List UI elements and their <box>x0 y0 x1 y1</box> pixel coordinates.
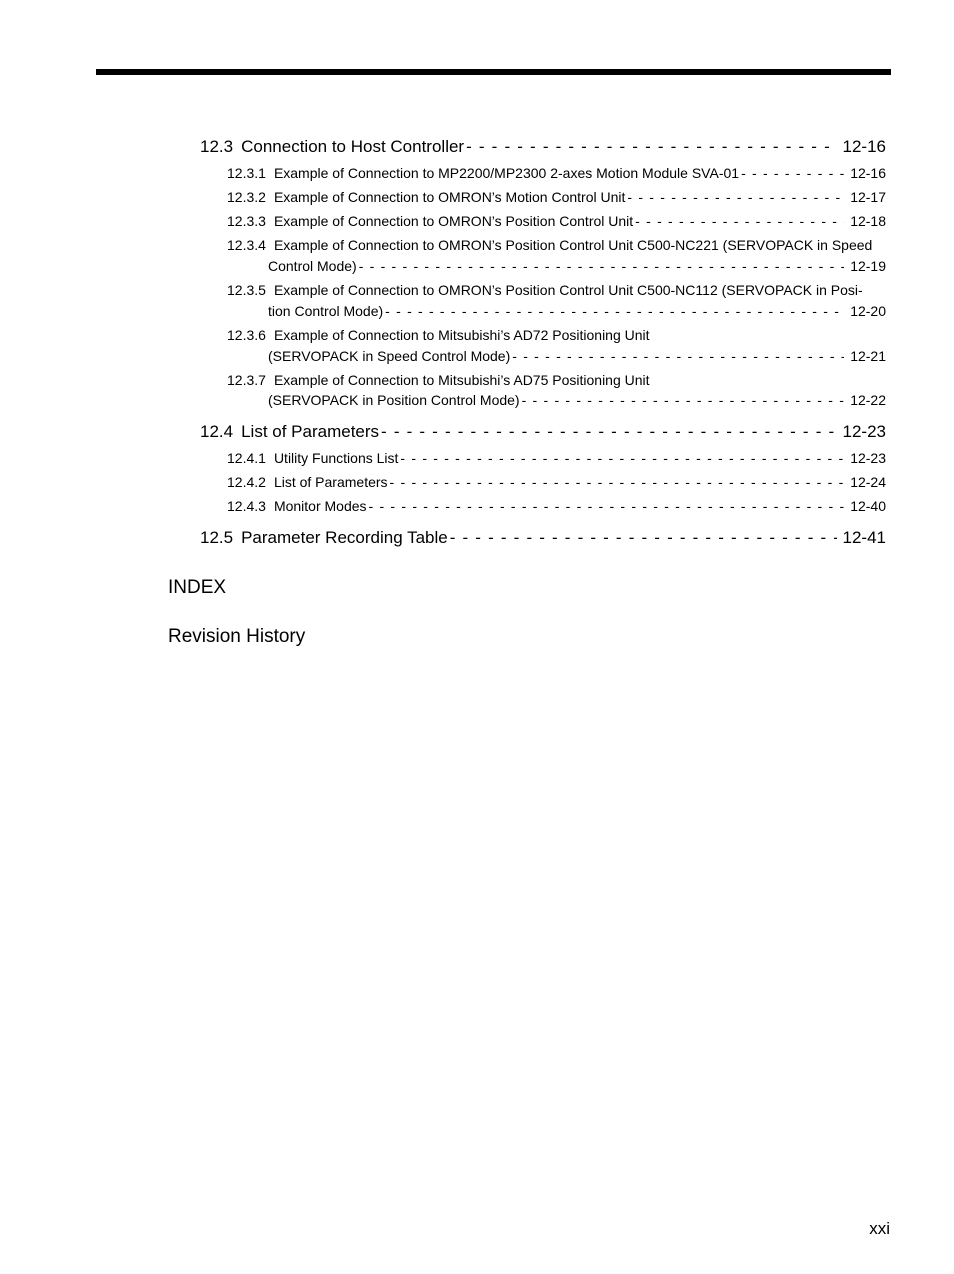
page-number: 12-23 <box>850 450 886 466</box>
section-number: 12.3.4 <box>227 237 266 253</box>
toc-chapter-index[interactable]: INDEX <box>168 577 227 598</box>
toc-entry-12-4-3[interactable] <box>227 498 886 514</box>
section-title: Utility Functions List <box>273 450 399 466</box>
dot-leader <box>512 348 844 364</box>
page-number: 12-22 <box>850 392 886 408</box>
page-number: 12-17 <box>850 189 886 205</box>
section-title: Example of Connection to Mitsubishi’s AD72 Positioning Unit <box>273 327 650 343</box>
section-title: Example of Connection to OMRON’s Position Control Unit C500-NC221 (SERVOPACK in Speed <box>273 237 873 253</box>
page-number: 12-16 <box>842 137 886 156</box>
dot-leader <box>450 528 837 548</box>
dot-leader <box>741 165 844 181</box>
toc-entry-12-5[interactable] <box>200 528 886 548</box>
toc-entry-12-3-5-line1[interactable] <box>227 282 863 298</box>
dot-leader <box>466 137 836 157</box>
section-number: 12.5 <box>200 528 234 547</box>
dot-leader <box>359 258 844 274</box>
toc-entry-12-3-7-line2[interactable] <box>268 392 886 408</box>
toc-entry-12-3-4-line1[interactable] <box>227 237 872 253</box>
page-number: 12-20 <box>850 303 886 319</box>
dot-leader <box>385 303 844 319</box>
section-title: Monitor Modes <box>273 498 367 514</box>
toc-entry-12-3-1[interactable] <box>227 165 886 181</box>
page-folio: xxi <box>869 1219 890 1238</box>
section-title: Example of Connection to OMRON’s Position Control Unit <box>273 213 634 229</box>
dot-leader <box>381 422 836 442</box>
toc-entry-12-3-2[interactable] <box>227 189 886 205</box>
section-title: List of Parameters <box>241 422 380 441</box>
toc-entry-12-4-1[interactable] <box>227 450 886 466</box>
toc-entry-12-4[interactable] <box>200 422 886 442</box>
section-number: 12.4.1 <box>227 450 266 466</box>
dot-leader <box>390 474 845 490</box>
section-title-continued: tion Control Mode) <box>268 303 384 319</box>
page-number: 12-16 <box>850 165 886 181</box>
section-title: Connection to Host Controller <box>241 137 465 156</box>
section-title: Example of Connection to OMRON’s Position Control Unit C500-NC112 (SERVOPACK in Posi- <box>273 282 863 298</box>
page-number: 12-24 <box>850 474 886 490</box>
dot-leader <box>400 450 844 466</box>
section-title: List of Parameters <box>273 474 388 490</box>
toc-entry-12-3-4-line2[interactable] <box>268 258 886 274</box>
dot-leader <box>522 392 845 408</box>
section-title-continued: Control Mode) <box>268 258 357 274</box>
section-number: 12.4.3 <box>227 498 266 514</box>
toc-entry-12-3[interactable] <box>200 137 886 157</box>
toc-entry-12-3-5-line2[interactable] <box>268 303 886 319</box>
section-number: 12.3 <box>200 137 234 156</box>
toc-entry-12-3-7-line1[interactable] <box>227 372 650 388</box>
section-number: 12.4 <box>200 422 234 441</box>
section-title: Example of Connection to OMRON’s Motion Control Unit <box>273 189 626 205</box>
section-number: 12.3.2 <box>227 189 266 205</box>
section-number: 12.4.2 <box>227 474 266 490</box>
toc-chapter-revision-history[interactable]: Revision History <box>168 626 306 647</box>
section-title: Parameter Recording Table <box>241 528 448 547</box>
section-title: Example of Connection to MP2200/MP2300 2-axes Motion Module SVA-01 <box>273 165 740 181</box>
header-rule <box>96 69 891 75</box>
section-title: Example of Connection to Mitsubishi’s AD75 Positioning Unit <box>273 372 650 388</box>
page-number: 12-41 <box>842 528 886 547</box>
toc-entry-12-3-6-line1[interactable] <box>227 327 650 343</box>
section-number: 12.3.1 <box>227 165 266 181</box>
dot-leader <box>627 189 844 205</box>
section-number: 12.3.7 <box>227 372 266 388</box>
page-number: 12-21 <box>850 348 886 364</box>
toc-entry-12-3-3[interactable] <box>227 213 886 229</box>
section-number: 12.3.6 <box>227 327 266 343</box>
dot-leader <box>635 213 844 229</box>
section-title-continued: (SERVOPACK in Speed Control Mode) <box>268 348 511 364</box>
section-number: 12.3.5 <box>227 282 266 298</box>
toc-entry-12-4-2[interactable] <box>227 474 886 490</box>
toc-entry-12-3-6-line2[interactable] <box>268 348 886 364</box>
dot-leader <box>369 498 845 514</box>
page-number: 12-18 <box>850 213 886 229</box>
section-title-continued: (SERVOPACK in Position Control Mode) <box>268 392 520 408</box>
section-number: 12.3.3 <box>227 213 266 229</box>
page-number: 12-19 <box>850 258 886 274</box>
page-number: 12-40 <box>850 498 886 514</box>
page-number: 12-23 <box>842 422 886 441</box>
